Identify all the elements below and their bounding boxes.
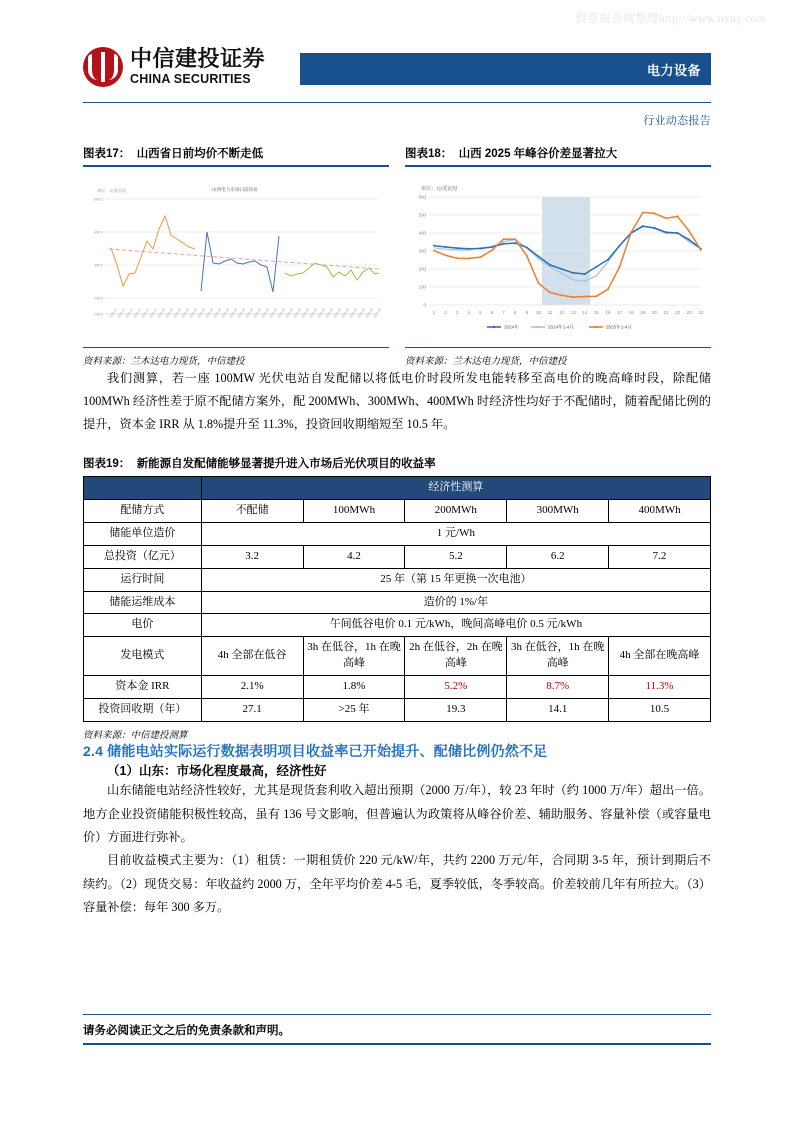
figure-19-caption: 新能源自发配储能够显著提升进入市场后光伏项目的收益率 (136, 457, 436, 470)
svg-text:2025-01: 2025-01 (148, 306, 159, 319)
figure-18 (405, 145, 711, 367)
svg-text:100.0: 100.0 (94, 312, 103, 317)
svg-text:22: 22 (675, 309, 681, 315)
figure-17-caption: 山西省日前均价不断走低 (136, 148, 264, 160)
row-label: 发电模式 (84, 637, 202, 676)
figure-17-source-rule (83, 347, 389, 348)
figure-17-rule (83, 165, 389, 167)
svg-text:6: 6 (490, 309, 494, 315)
svg-text:600: 600 (418, 194, 426, 200)
figure-18-label: 图表18： (405, 148, 453, 160)
table-row (84, 545, 711, 568)
svg-text:2025-03: 2025-03 (244, 306, 255, 319)
svg-text:13: 13 (570, 309, 576, 315)
svg-text:2025-06: 2025-06 (364, 306, 375, 319)
table-header-span: 经济性测算 (201, 476, 710, 499)
svg-text:2025-02: 2025-02 (156, 306, 167, 319)
row-cell: 2h 在低谷，2h 在晚高峰 (405, 637, 507, 676)
svg-text:15: 15 (593, 309, 599, 315)
figure-19-title (83, 455, 711, 471)
row-label: 运行时间 (84, 568, 202, 591)
svg-text:300: 300 (418, 248, 426, 254)
row-cell: 1.8% (303, 676, 405, 699)
row-cell: 7.2 (609, 545, 711, 568)
row-cell: 不配储 (201, 499, 303, 522)
paragraph-shandong-economics: 山东储能电站经济性较好，尤其是现货套利收入超出预期（2000 万/年），较 23 年时（约 1000 万/年）超出一倍。地方企业投资储能积极性较高，虽有 136 号文影响，但普遍认为政策将从峰谷价差、辅助服务、容量补偿（或容量电价）方面进行弥补。 (83, 783, 711, 845)
svg-text:2025-01: 2025-01 (132, 306, 143, 319)
svg-text:21: 21 (663, 309, 669, 315)
svg-text:2025-04: 2025-04 (276, 306, 287, 319)
svg-text:山西电力市场日前均价: 山西电力市场日前均价 (212, 186, 258, 192)
svg-text:单位：元/兆瓦时: 单位：元/兆瓦时 (97, 187, 127, 193)
svg-text:400: 400 (418, 230, 426, 236)
svg-text:2025-04: 2025-04 (268, 306, 279, 319)
row-cell: 2.1% (201, 676, 303, 699)
figure-19-label: 图表19： (83, 457, 131, 470)
row-cell-highlight: 5.2% (405, 676, 507, 699)
svg-text:100: 100 (418, 284, 426, 290)
svg-text:2025-04: 2025-04 (260, 306, 271, 319)
svg-text:16: 16 (605, 309, 611, 315)
svg-text:2025-05: 2025-05 (332, 306, 343, 319)
chart-17-svg (83, 173, 389, 345)
svg-text:2024年: 2024年 (504, 324, 519, 330)
svg-text:0: 0 (423, 302, 426, 308)
row-cell: 27.1 (201, 699, 303, 722)
row-cell: 10.5 (609, 699, 711, 722)
svg-text:2025-02: 2025-02 (172, 306, 183, 319)
table-header-row (84, 476, 711, 499)
svg-text:18: 18 (628, 309, 634, 315)
figure-17-chart (83, 173, 389, 345)
masthead-divider (83, 102, 711, 103)
table-row (84, 637, 711, 676)
figure-18-chart (405, 173, 711, 345)
row-cell: 14.1 (507, 699, 609, 722)
figures-row (83, 145, 711, 367)
row-label: 总投资（亿元） (84, 545, 202, 568)
watermark: 股票报告网整理http://www.nxny.com (575, 13, 766, 25)
brand-name-cn: 中信建投证券 (130, 46, 266, 73)
footer-disclaimer: 请务必阅读正文之后的免责条款和声明。 (83, 1025, 290, 1037)
row-cell: 4h 全部在低谷 (201, 637, 303, 676)
row-cell: 6.2 (507, 545, 609, 568)
svg-text:19: 19 (640, 309, 646, 315)
row-label: 资本金 IRR (84, 676, 202, 699)
svg-text:2025-03: 2025-03 (236, 306, 247, 319)
economics-table (83, 476, 711, 722)
brand-logo-text (130, 48, 265, 86)
row-cell: 400MWh (609, 499, 711, 522)
svg-text:24: 24 (698, 309, 704, 315)
svg-text:2025年1-4月: 2025年1-4月 (606, 324, 633, 330)
svg-text:23: 23 (686, 309, 692, 315)
svg-text:400.0: 400.0 (94, 230, 103, 235)
svg-text:200.0: 200.0 (94, 296, 103, 301)
svg-text:7: 7 (502, 309, 505, 315)
svg-text:2025-06: 2025-06 (356, 306, 367, 319)
masthead (0, 44, 794, 92)
svg-text:单位：元/兆瓦时: 单位：元/兆瓦时 (421, 185, 458, 192)
row-label: 投资回收期（年） (84, 699, 202, 722)
figure-18-title (405, 145, 711, 161)
svg-text:2025-04: 2025-04 (284, 306, 295, 319)
svg-text:2024年1-4月: 2024年1-4月 (548, 324, 575, 330)
svg-text:20: 20 (651, 309, 657, 315)
svg-text:8: 8 (513, 309, 517, 315)
svg-text:2025-03: 2025-03 (228, 306, 239, 319)
table-row (84, 499, 711, 522)
svg-text:2025-04: 2025-04 (292, 306, 303, 319)
row-label: 配储方式 (84, 499, 202, 522)
svg-text:2025-05: 2025-05 (316, 306, 327, 319)
section-heading-2-4: 2.4 储能电站实际运行数据表明项目收益率已开始提升、配储比例仍然不足 (83, 743, 548, 760)
row-cell: 3h 在低谷，1h 在晚高峰 (507, 637, 609, 676)
row-cell: 4h 全部在晚高峰 (609, 637, 711, 676)
row-cell: 300MWh (507, 499, 609, 522)
row-label: 储能单位造价 (84, 522, 202, 545)
row-cell: 5.2 (405, 545, 507, 568)
svg-text:11: 11 (547, 309, 553, 315)
paragraph-measurement: 我们测算，若一座 100MW 光伏电站自发配储以将低电价时段所发电能转移至高电价的晚高峰时段，除配储 100MWh 经济性差于原不配储方案外，配 200MWh、300MWh、400MWh 时经济性均好于不配储时，随着配储比例的提升，资本金 IRR 从 1.8%提升至 11.3%，投资回收期缩短至 10.5 年。 (83, 370, 711, 432)
row-cell: 100MWh (303, 499, 405, 522)
table-row (84, 522, 711, 545)
subheading-shandong: （1）山东：市场化程度最高，经济性好 (107, 764, 327, 779)
sector-tag-label: 电力设备 (646, 63, 701, 78)
svg-text:2: 2 (444, 309, 447, 315)
svg-text:500: 500 (418, 212, 426, 218)
svg-text:12: 12 (559, 309, 565, 315)
svg-text:2025-02: 2025-02 (196, 306, 207, 319)
svg-text:2025-03: 2025-03 (220, 306, 231, 319)
row-span-cell: 25 年（第 15 年更换一次电池） (201, 568, 710, 591)
svg-text:2025-06: 2025-06 (372, 306, 383, 319)
svg-text:14: 14 (582, 309, 588, 315)
svg-text:200: 200 (418, 266, 426, 272)
svg-text:2025-05: 2025-05 (340, 306, 351, 319)
svg-text:3: 3 (455, 309, 459, 315)
svg-text:2025-01: 2025-01 (108, 306, 119, 319)
svg-text:2025-05: 2025-05 (308, 306, 319, 319)
svg-text:2025-02: 2025-02 (180, 306, 191, 319)
figure-18-rule (405, 165, 711, 167)
svg-text:2025-03: 2025-03 (212, 306, 223, 319)
svg-text:2025-06: 2025-06 (348, 306, 359, 319)
page-content (83, 145, 711, 920)
svg-text:5: 5 (479, 309, 482, 315)
svg-text:2025-01: 2025-01 (124, 306, 135, 319)
row-span-cell: 造价的 1%/年 (201, 591, 710, 614)
row-cell: 3.2 (201, 545, 303, 568)
row-label: 储能运维成本 (84, 591, 202, 614)
table-row (84, 568, 711, 591)
row-label: 电价 (84, 614, 202, 637)
row-cell-highlight: 11.3% (609, 676, 711, 699)
table-row (84, 614, 711, 637)
svg-text:4: 4 (467, 309, 471, 315)
table-row (84, 591, 711, 614)
row-span-cell: 午间低谷电价 0.1 元/kWh，晚间高峰电价 0.5 元/kWh (201, 614, 710, 637)
row-span-cell: 1 元/Wh (201, 522, 710, 545)
table-row (84, 699, 711, 722)
svg-text:500.0: 500.0 (94, 197, 103, 202)
figure-17 (83, 145, 389, 367)
figure-18-source-rule (405, 347, 711, 348)
svg-text:2025-05: 2025-05 (324, 306, 335, 319)
figure-17-source: 资料来源：兰木达电力现货，中信建投 (83, 356, 245, 367)
row-cell: 4.2 (303, 545, 405, 568)
figure-19-source: 资料来源：中信建投测算 (83, 731, 188, 742)
chart-18-svg (405, 173, 711, 345)
figure-17-title (83, 145, 389, 161)
figure-18-caption: 山西 2025 年峰谷价差显著拉大 (458, 148, 618, 160)
row-cell: 200MWh (405, 499, 507, 522)
svg-text:10: 10 (535, 309, 541, 315)
row-cell-highlight: 8.7% (507, 676, 609, 699)
table-row (84, 676, 711, 699)
row-cell: 3h 在低谷，1h 在晚高峰 (303, 637, 405, 676)
table-header-blank (84, 476, 202, 499)
svg-text:1: 1 (432, 309, 436, 315)
china-securities-logo-icon (83, 47, 123, 87)
brand-name-en: CHINA SECURITIES (130, 72, 251, 87)
row-cell: 19.3 (405, 699, 507, 722)
svg-text:2025-01: 2025-01 (140, 306, 151, 319)
report-kind-label: 行业动态报告 (643, 115, 711, 127)
figure-18-source: 资料来源：兰木达电力现货，中信建投 (405, 356, 567, 367)
svg-text:2025-02: 2025-02 (164, 306, 175, 319)
sector-tag-bar (300, 53, 711, 85)
figure-17-label: 图表17： (83, 148, 131, 160)
paragraph-revenue-models: 目前收益模式主要为：（1）租赁：一期租赁价 220 元/kW/年，共约 2200 万元/年，合同期 3-5 年，预计到期后不续约。（2）现货交易：年收益约 2000 万，全年平均价差 4-5 毛，夏季较低，冬季较高。价差较前几年有所拉大。（3）容量补偿：每年 300 多万。 (83, 853, 711, 915)
svg-text:2025-02: 2025-02 (188, 306, 199, 319)
svg-text:9: 9 (525, 309, 529, 315)
footer-divider-bottom (83, 1043, 711, 1045)
brand-logo (83, 47, 265, 87)
svg-text:2025-04: 2025-04 (252, 306, 263, 319)
svg-text:2025-03: 2025-03 (204, 306, 215, 319)
row-cell: >25 年 (303, 699, 405, 722)
footer-divider-top (83, 1014, 711, 1015)
svg-text:2025-05: 2025-05 (300, 306, 311, 319)
svg-text:2025-01: 2025-01 (116, 306, 127, 319)
svg-text:300.0: 300.0 (94, 263, 103, 268)
svg-text:17: 17 (617, 309, 623, 315)
